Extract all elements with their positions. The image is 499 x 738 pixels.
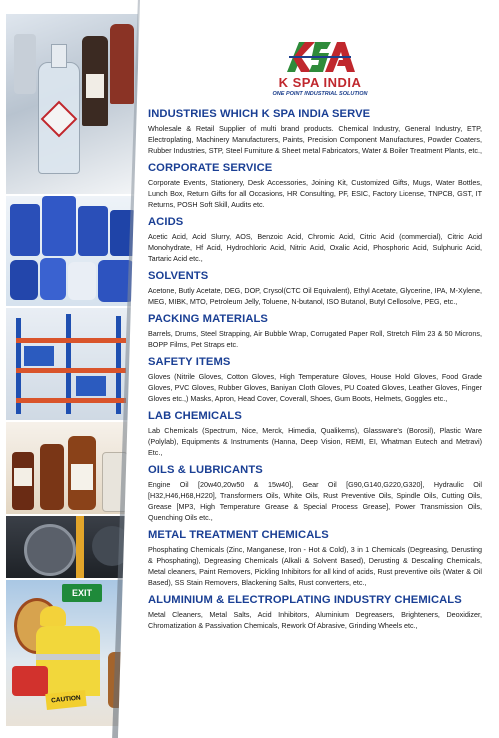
section-aluminium-electroplating — [148, 594, 482, 631]
section-title: OILS & LUBRICANTS — [148, 464, 263, 476]
warehouse-racks-photo — [6, 308, 138, 420]
service-sections — [148, 108, 482, 637]
brand-name: K SPA INDIA — [278, 75, 362, 90]
section-body: Acetone, Butly Acetate, DEG, DOP, Crysol(CTC Oil Equivalent), Ethyl Acetate, Glycerine, IPA, M-Xylene, MEG, MIBK, MTO, Petroleum Jelly, Toluene, N-butanol, ISO Butanol, Butyl Cellosolve, PEG, etc., — [148, 286, 482, 306]
section-title: INDUSTRIES WHICH K SPA INDIA SERVE — [148, 108, 371, 120]
caution-tape-label: CAUTION — [50, 694, 82, 705]
section-title: LAB CHEMICALS — [148, 410, 242, 422]
section-acids — [148, 216, 482, 264]
ksa-logo-icon — [285, 40, 355, 74]
section-body: Metal Cleaners, Metal Salts, Acid Inhibitors, Aluminium Degreasers, Brighteners, Deoxidizer, Chromatization & Passivation Chemicals, Rework Of Abrasive, Grinding Wheels etc., — [148, 610, 482, 630]
section-title: ALUMINIUM & ELECTROPLATING INDUSTRY CHEMICALS — [148, 594, 462, 606]
blue-drums-photo — [6, 196, 138, 306]
brand-logo — [265, 40, 375, 97]
section-title: METAL TREATMENT CHEMICALS — [148, 529, 329, 541]
section-body: Lab Chemicals (Spectrum, Nice, Merck, Himedia, Qualikems), Glassware's (Borosil), Plastic Ware (Polylab), Equipments & Instruments (Hanna, Deep Vision, REMI, EI, Whatman Eutech and Metravi) Etc., — [148, 426, 482, 457]
section-title: ACIDS — [148, 216, 184, 228]
section-safety-items — [148, 356, 482, 404]
section-body: Engine Oil [20w40,20w50 & 15w40], Gear Oil [G90,G140,G220,G320], Hydraulic Oil [H32,H46,H68,H220], Transformers Oils, White Oils, Rust Preventive Oils, Spindle Oils, Cutting Oils, Grease [MP3, High Temperature Grease & Special Process Grease], Power Transmission Oils, Quenching Oils etc., — [148, 480, 482, 522]
chemical-bottles-photo — [6, 422, 138, 514]
section-body: Acetic Acid, Acid Slurry, AOS, Benzoic Acid, Chromic Acid, Citric Acid (commercial), Citric Acid Monohydrate, Hf Acid, Hydrochloric Acid, Nitric Acid, Oxalic Acid, Phosphoric Acid, Sulphuric Acid, Tartaric Acid etc., — [148, 232, 482, 263]
section-body: Wholesale & Retail Supplier of multi brand products. Chemical Industry, General Industry, ETP, Electroplating, Machinery Manufacturers, Paints, Precision Component Manufactures, Powder Coaters, Rubber Industries, STP, Steel Furniture & Sheet metal Fabricators, Water & Boiler Treatment Plants, etc., — [148, 124, 482, 155]
section-title: SOLVENTS — [148, 270, 209, 282]
section-industries — [148, 108, 482, 156]
section-packing-materials — [148, 313, 482, 350]
section-solvents — [148, 270, 482, 307]
exit-sign-label: EXIT — [71, 588, 92, 598]
brand-tagline: ONE POINT INDUSTRIAL SOLUTION — [272, 91, 368, 97]
section-body: Barrels, Drums, Steel Strapping, Air Bubble Wrap, Corrugated Paper Roll, Stretch Film 23 & 50 Microns, BOPP Films, Pet Straps etc. — [148, 329, 482, 349]
section-body: Phosphating Chemicals (Zinc, Manganese, Iron - Hot & Cold), 3 in 1 Chemicals (Degreasing, Derusting & Phosphating), Degreasing Chemicals (Alkali & Solvent Based), Derusting & Descaling Chemicals, Metal cleaners, Paint Removers, Pickling Inhibitors for all kind of acids, Rust preventive oils (Water & Oil Based), SS Stain Removers, Blackening Salts, Rust converters, etc., — [148, 545, 482, 587]
section-body: Corporate Events, Stationery, Desk Accessories, Joining Kit, Customized Gifts, Mugs, Water Bottles, Lunch Box, Return Gifts for all Occasions, HR Consulting, PF, ESIC, Factory License, TNPCB, GST, IT Returns, POSH Soft Skill, Audits etc. — [148, 178, 482, 209]
section-title: CORPORATE SERVICE — [148, 162, 273, 174]
section-title: PACKING MATERIALS — [148, 313, 268, 325]
section-lab-chemicals — [148, 410, 482, 458]
section-oils-lubricants — [148, 464, 482, 523]
lab-bottles-photo — [6, 14, 138, 194]
section-metal-treatment — [148, 529, 482, 588]
section-body: Gloves (Nitrile Gloves, Cotton Gloves, High Temperature Gloves, House Hold Gloves, Food Grade Gloves, PVC Gloves, Rubber Gloves, Baniyan Cloth Gloves, PU Coated Gloves, Leather Gloves, Finger Gloves etc.,) Masks, Apron, Head Cover, Coverall, Shoes, Gum Boots, Helmets, Goggles etc., — [148, 372, 482, 403]
section-corporate-service — [148, 162, 482, 210]
section-title: SAFETY ITEMS — [148, 356, 231, 368]
